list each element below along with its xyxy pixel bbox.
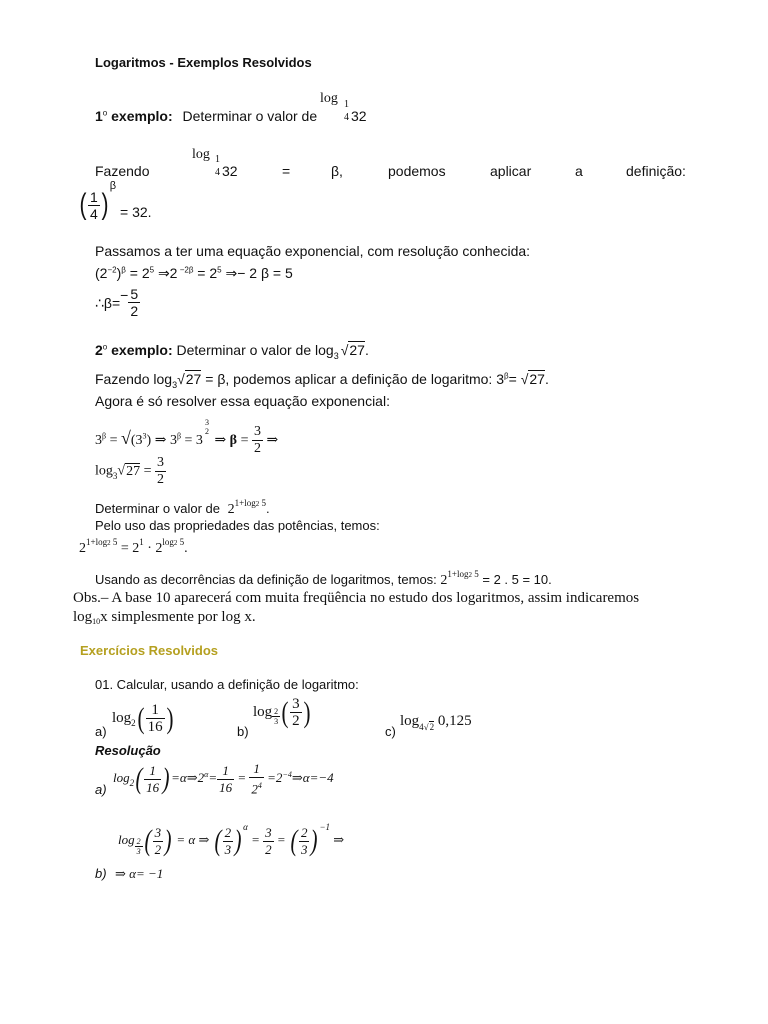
exercise-01-a-label: a) — [95, 724, 107, 739]
def-expression: ( $\frac{1}{4}$ )$^\beta$ = 32. — [79, 180, 152, 222]
example-1-base-den: 4 — [344, 112, 349, 123]
exponential-steps: $(2^{-2})^\beta = 2^5$ ⇒2 $^{-2\beta} = 2^5$ ⇒− 2 β = 5 — [95, 265, 293, 281]
fazendo-base-den: 4 — [215, 167, 220, 178]
beta-fraction: $\frac{5}{2}$ — [130, 286, 139, 319]
example-2-line2: Fazendo $\log_3√27 = \beta$, podemos aplicar a definição de logaritmo: $3^\beta= √27$. — [95, 371, 549, 390]
exercise-01-a-expr: $\log_2$( $\frac{1}{16}$ ) — [112, 701, 174, 735]
example-1-text: Determinar o valor de — [182, 108, 318, 124]
example-1-log: log — [320, 91, 338, 106]
exercise-01-b-expr: log $\frac{2}{3}$ ( $\frac{3}{2}$ ) — [253, 695, 311, 729]
example-2-line3: Agora é só resolver essa equação exponencial: — [95, 393, 390, 409]
fazendo-w3: a — [575, 163, 583, 179]
resolution-a-expr: $\log_2$( $\frac{1}{16}$ ) $=\alpha\Rightarrow 2^\alpha=$ $\frac{1}{16}$ = $\frac{1}{2^4}$ $=2^{-4}\Rightarrow\alpha=-4$ — [113, 761, 334, 797]
exercise-01-c-label: c) — [385, 724, 396, 739]
example-2-result: $\log_3√27$ = $\frac{3}{2}$ — [95, 455, 164, 487]
right-paren: ) — [101, 188, 109, 222]
fazendo-w4: definição: — [626, 163, 686, 179]
example-1-ord-sup: o — [102, 108, 108, 118]
fazendo-base-num: 1 — [215, 154, 220, 165]
example-1-line — [95, 108, 317, 124]
example-2-calc: $3^\beta = √(3^3)$ ⇒ $3^\beta = 3$ 3 2 ⇒ β = $\frac{3}{2}$ ⇒ — [95, 418, 279, 457]
example-3-line: Determinar o valor de $2^{1+log2 5}$. — [95, 498, 270, 517]
resolution-a-label: a) — [95, 782, 107, 797]
example-1-arg: 32 — [351, 108, 367, 124]
fazendo-log: log — [192, 147, 210, 162]
example-3-line2: Pelo uso das propriedades das potências, temos: — [95, 518, 380, 533]
section-title: Exercícios Resolvidos — [80, 643, 219, 658]
example-1-base-num: 1 — [344, 99, 349, 110]
example-3-eq: $2^{1+log2 5} = 2^1 \cdot 2^{log2 5}$. — [79, 537, 188, 556]
fazendo-w1: podemos — [388, 163, 446, 179]
example-1-ord: 1 — [95, 108, 103, 124]
obs-line1: Obs.– A base 10 aparecerá com muita freqüência no estudo dos logaritmos, assim indicaremos — [73, 590, 640, 606]
left-paren: ( — [79, 188, 87, 222]
exponential-intro: Passamos a ter uma equação exponencial, com resolução conhecida: — [95, 243, 531, 259]
resolution-b-label: b) — [95, 866, 107, 881]
exercise-01-b-label: b) — [237, 724, 249, 739]
exercise-01-c-expr: $\log_{4√2} 0,125$ — [400, 713, 472, 732]
exercise-01-prompt: 01. Calcular, usando a definição de logaritmo: — [95, 677, 359, 692]
fazendo-word: Fazendo — [95, 163, 150, 179]
obs-line2: $\log_{10}x$ simplesmente por log x. — [73, 609, 256, 626]
fazendo-arg: 32 — [222, 163, 238, 179]
resolucao-label: Resolução — [95, 743, 161, 758]
beta-result: ∴β=− $\frac{5}{2}$ — [95, 286, 139, 319]
page-title: Logaritmos - Exemplos Resolvidos — [95, 55, 312, 70]
example-1-label: exemplo: — [107, 108, 173, 124]
fazendo-eq: = — [282, 163, 291, 179]
resolution-b-expr: log $\frac{2}{3}$ ( $\frac{3}{2}$ ) = α ⇒ ( $\frac{2}{3}$ ) $^\alpha$ = $\frac{3}{2}$ = ( $\frac{2}{3}$ ) $^{-1}$ ⇒ — [118, 822, 345, 858]
fazendo-beta: β, — [331, 163, 343, 179]
example-2-line: 2$^o$ exemplo: Determinar o valor de $\log_3 √27$. — [95, 342, 369, 361]
example-3-line3: Usando as decorrências da definição de logaritmos, temos: $2^{1+log2 5} = 2$ . 5 = 10. — [95, 569, 552, 588]
def-fraction: $\frac{1}{4}$ — [90, 188, 98, 222]
fazendo-w2: aplicar — [490, 163, 532, 179]
resolution-b-final: ⇒ α= −1 — [115, 866, 164, 881]
